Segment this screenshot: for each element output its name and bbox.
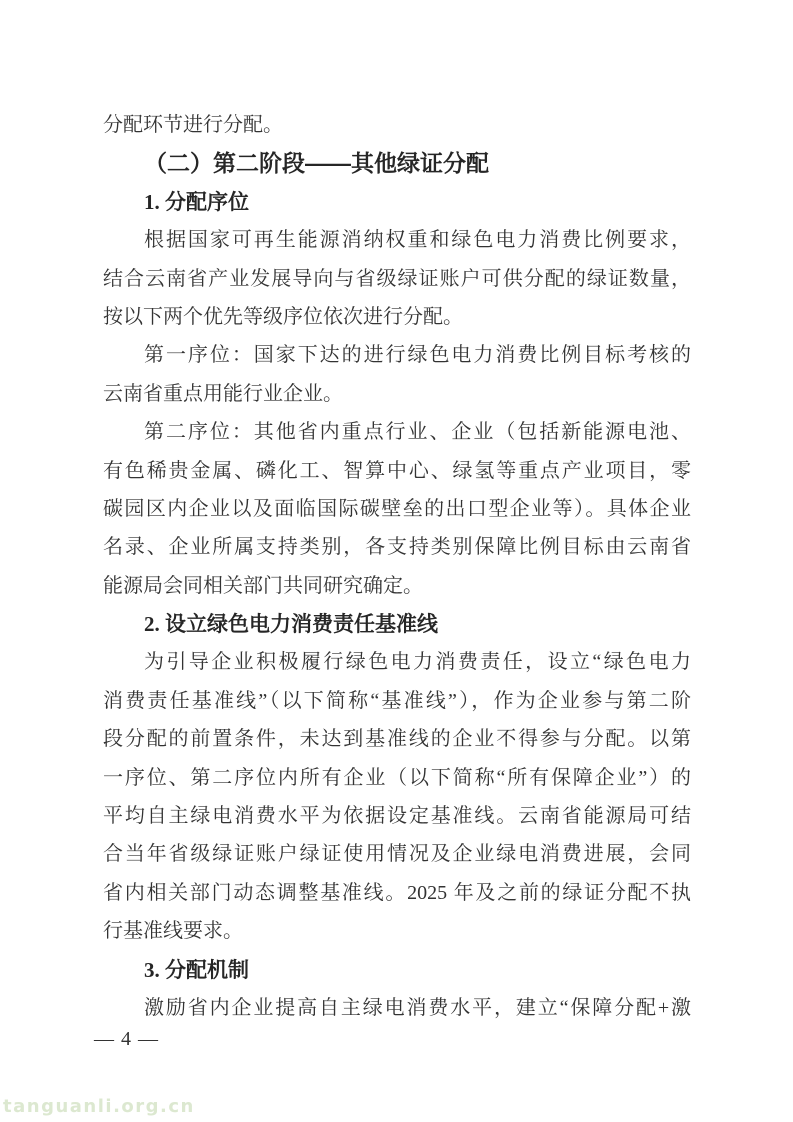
text-line: 分配环节进行分配。 <box>103 114 283 136</box>
page-number: — 4 — <box>94 1028 159 1050</box>
subsection-heading-text: 3. 分配机制 <box>144 957 249 982</box>
text-line: 合当年省级绿证账户绿证使用情况及企业绿电消费进展，会同 <box>103 843 691 866</box>
text-line: 第一序位：国家下达的进行绿色电力消费比例目标考核的 <box>144 344 691 367</box>
text-line: 一序位、第二序位内所有企业（以下简称“所有保障企业”）的 <box>103 766 691 789</box>
text-line: 有色稀贵金属、磷化工、智算中心、绿氢等重点产业项目，零 <box>103 459 691 482</box>
section-heading-text: （二）第二阶段——其他绿证分配 <box>144 150 489 177</box>
paragraph <box>103 336 691 413</box>
text-line: 平均自主绿电消费水平为依据设定基准线。云南省能源局可结 <box>103 805 691 828</box>
text-line: 能源局会同相关部门共同研究确定。 <box>103 574 423 597</box>
watermark: tanguanli.org.cn <box>3 1096 195 1117</box>
text-line: 碳园区内企业以及面临国际碳壁垒的出口型企业等）。具体企业 <box>103 497 691 520</box>
text-line: 消费责任基准线”（以下简称“基准线”），作为企业参与第二阶 <box>103 689 691 712</box>
text-line: 名录、企业所属支持类别，各支持类别保障比例目标由云南省 <box>103 536 691 559</box>
section-heading <box>103 144 691 182</box>
text-line: 段分配的前置条件，未达到基准线的企业不得参与分配。以第 <box>103 728 691 751</box>
text-line: 第二序位：其他省内重点行业、企业（包括新能源电池、 <box>144 421 691 444</box>
subsection-heading-text: 2. 设立绿色电力消费责任基准线 <box>144 612 438 637</box>
paragraph <box>103 413 691 605</box>
paragraph <box>103 643 691 950</box>
text-line: 激励省内企业提高自主绿电消费水平，建立“保障分配+激 <box>144 996 691 1019</box>
document-body <box>103 106 691 1027</box>
subsection-heading <box>103 605 691 643</box>
text-line: 行基准线要求。 <box>103 920 243 943</box>
paragraph <box>103 106 691 144</box>
paragraph <box>103 989 691 1027</box>
text-line: 省内相关部门动态调整基准线。2025 年及之前的绿证分配不执 <box>103 881 691 904</box>
subsection-heading <box>103 183 691 221</box>
text-line: 根据国家可再生能源消纳权重和绿色电力消费比例要求， <box>144 229 691 252</box>
text-line: 为引导企业积极履行绿色电力消费责任，设立“绿色电力 <box>144 651 691 674</box>
subsection-heading <box>103 951 691 989</box>
text-line: 云南省重点用能行业企业。 <box>103 382 343 405</box>
text-line: 结合云南省产业发展导向与省级绿证账户可供分配的绿证数量， <box>103 267 691 290</box>
paragraph <box>103 221 691 336</box>
text-line: 按以下两个优先等级序位依次进行分配。 <box>103 305 463 328</box>
subsection-heading-text: 1. 分配序位 <box>144 189 249 214</box>
